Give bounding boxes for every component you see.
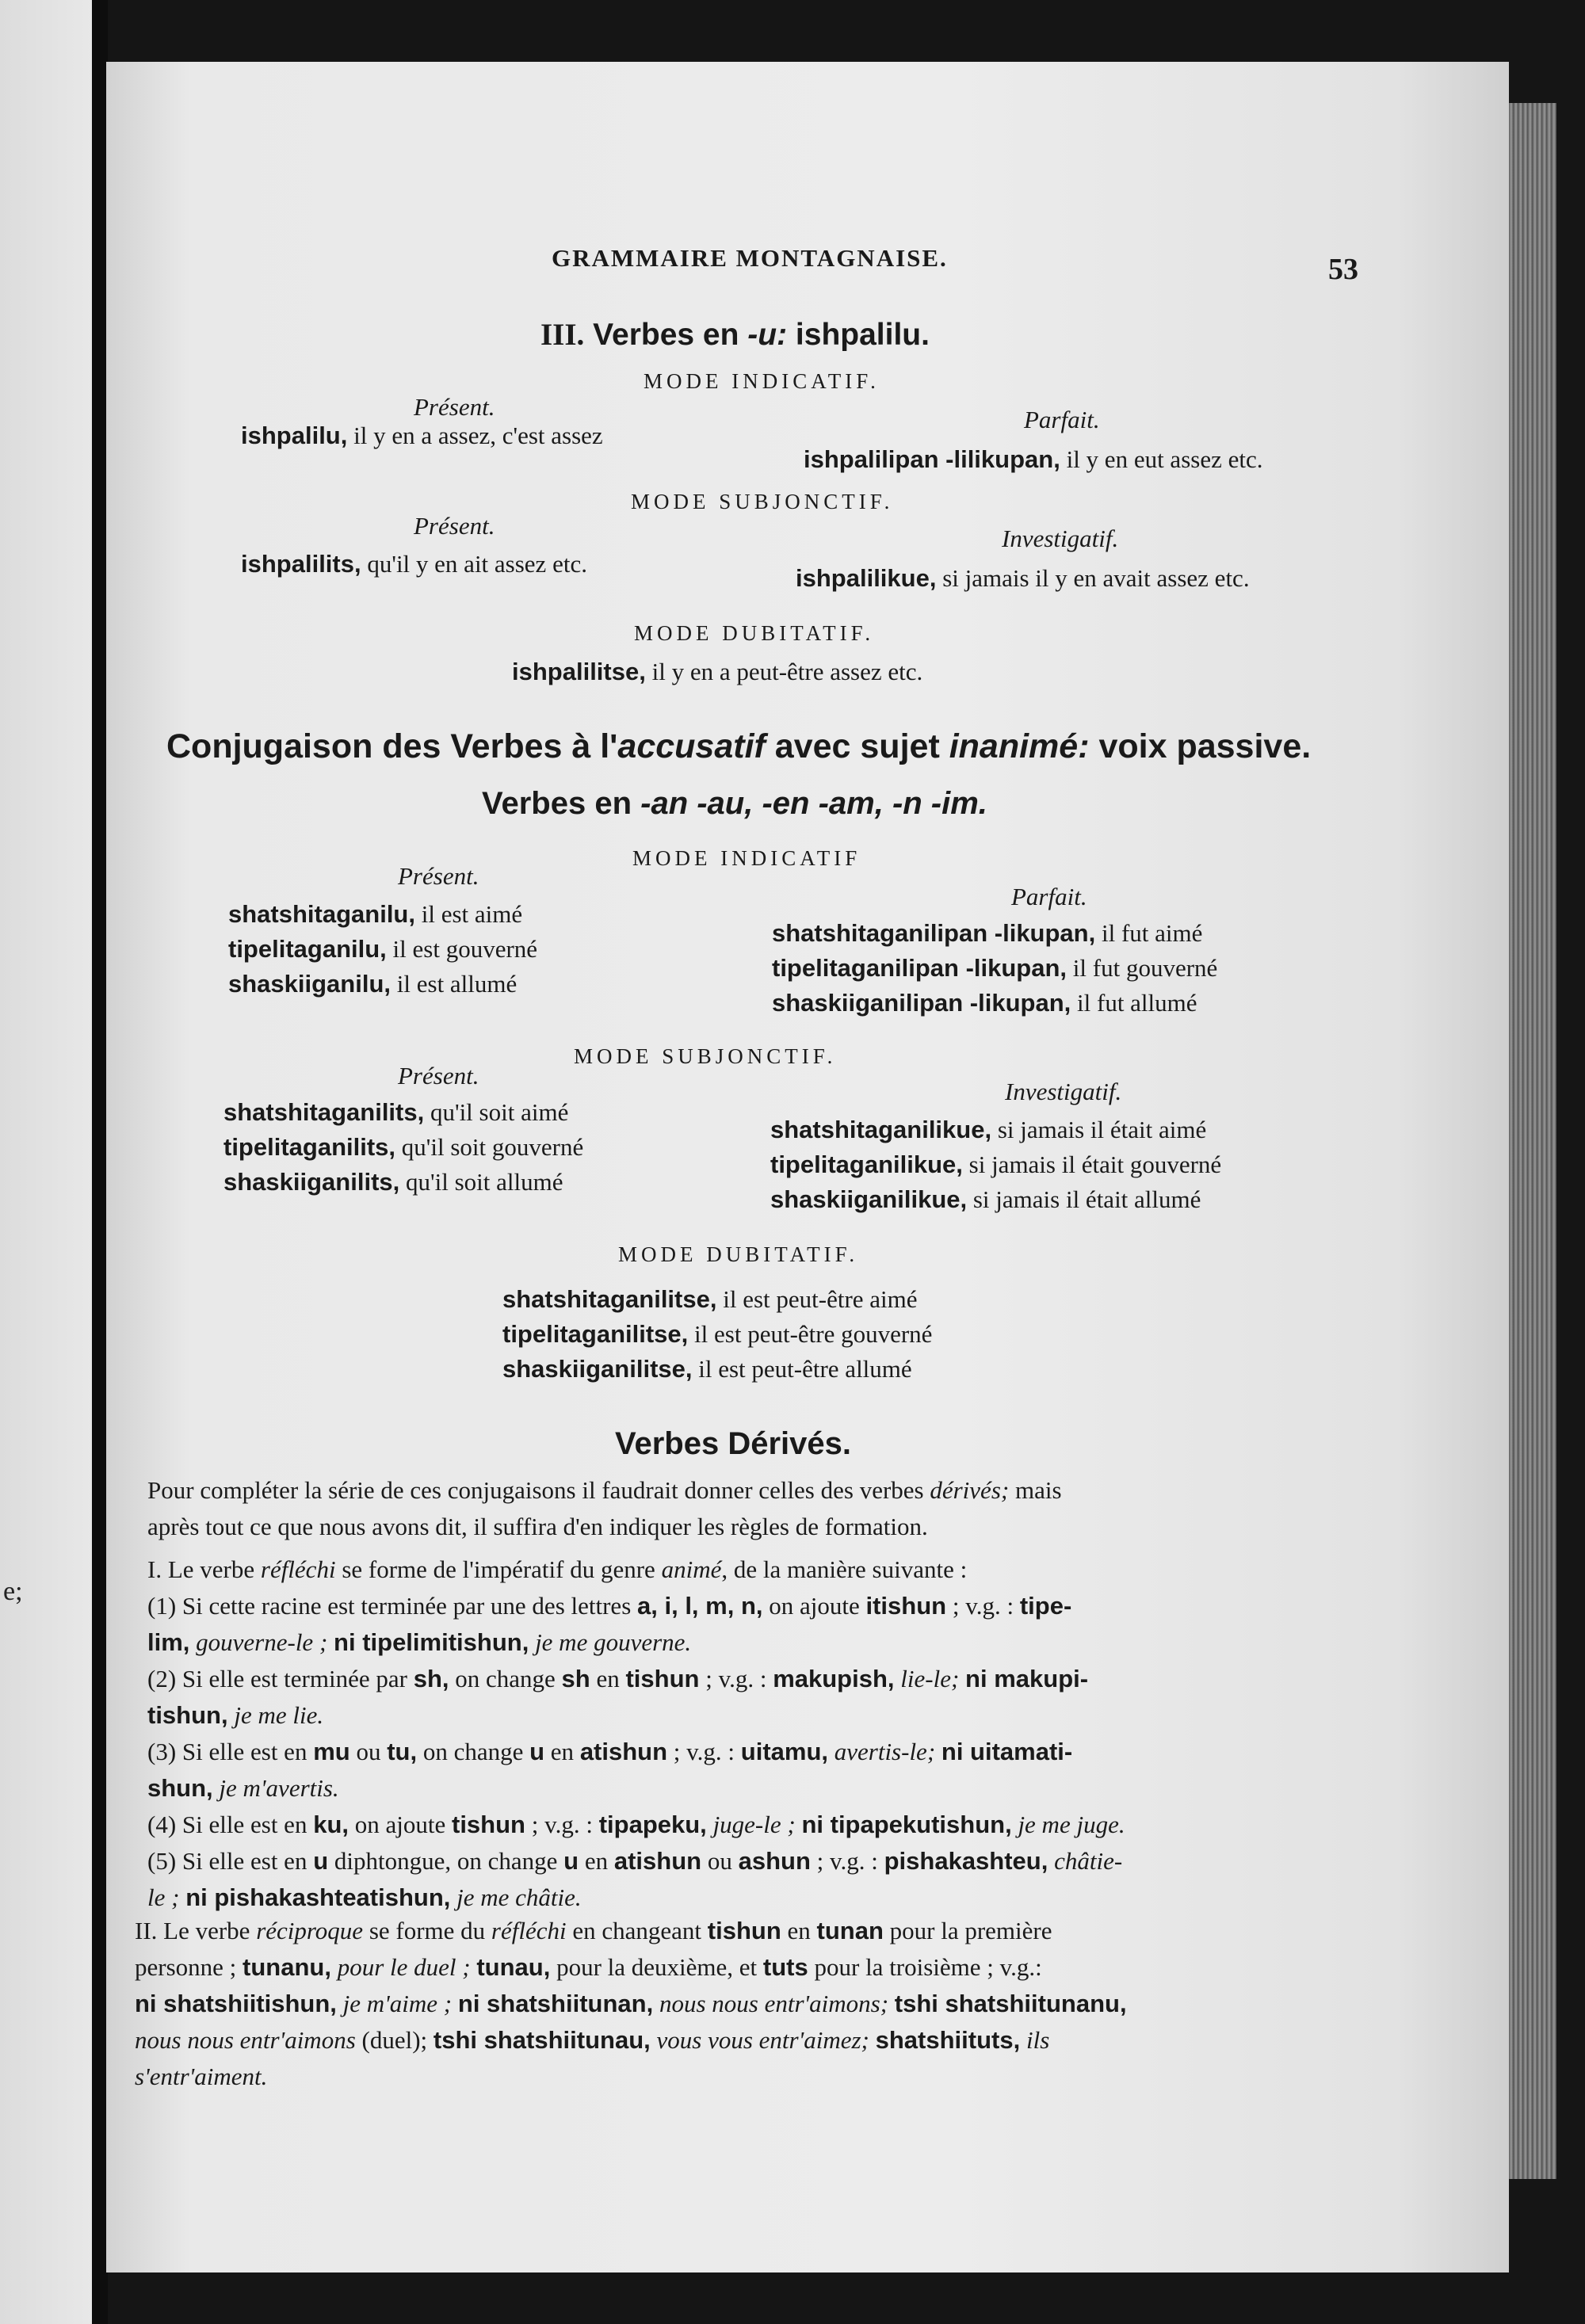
- passive-perfect-entry: shatshitaganilipan -likupan, il fut aimé: [772, 919, 1203, 947]
- passive-dubitative-list: [502, 1282, 932, 1387]
- section-title-ending: -u:: [747, 318, 788, 352]
- passive-sub-present-list: [223, 1095, 583, 1200]
- passive-perfect-entry: shaskiiganilipan -likupan, il fut allumé: [772, 989, 1197, 1017]
- passive-perfect-list: [772, 916, 1217, 1021]
- reciprocal-line: II. Le verbe réciproque se forme du réfléchi en changeant tishun en tunan pour la première: [135, 1917, 1052, 1944]
- passive-perfect-entry: tipelitaganilipan -likupan, il fut gouverné: [772, 954, 1218, 982]
- perfect-label: Parfait.: [1024, 406, 1100, 433]
- passive-dubitative-entry: shatshitaganilitse, il est peut-être aimé: [502, 1285, 918, 1313]
- passive-investigative-entry: tipelitaganilikue, si jamais il était gouverné: [770, 1151, 1222, 1178]
- reflexive-line: shun, je m'avertis.: [147, 1774, 339, 1802]
- passive-investigative-list: [770, 1112, 1221, 1217]
- reflexive-line: I. Le verbe réfléchi se forme de l'impératif du genre animé, de la manière suivante :: [147, 1555, 968, 1583]
- reflexive-line: (1) Si cette racine est terminée par une des lettres a, i, l, m, n, on ajoute itishun ; v.g. : tipe-: [147, 1592, 1072, 1620]
- passive-perfect-label: Parfait.: [1011, 883, 1087, 910]
- passive-mode-dubitatif-label: MODE DUBITATIF.: [618, 1242, 859, 1266]
- reflexive-line: (2) Si elle est terminée par sh, on change sh en tishun ; v.g. : makupish, lie-le; ni makupi-: [147, 1665, 1089, 1692]
- page-edges: [1509, 103, 1556, 2179]
- reflexive-line: le ; ni pishakashteatishun, je me châtie.: [147, 1883, 582, 1911]
- section-title: [540, 317, 930, 353]
- running-title: GRAMMAIRE MONTAGNAISE.: [552, 244, 948, 272]
- passive-investigative-entry: shatshitaganilikue, si jamais il était aimé: [770, 1116, 1207, 1143]
- reciprocal-rules: [135, 1913, 1127, 2095]
- facing-page-margin: [0, 0, 94, 2324]
- mode-subjonctif-label: MODE SUBJONCTIF.: [631, 490, 894, 513]
- section-number: III.: [540, 318, 585, 352]
- passive-sub-present-label: Présent.: [398, 1062, 479, 1089]
- reciprocal-line: ni shatshiitishun, je m'aime ; ni shatshiitunan, nous nous entr'aimons; tshi shatshiitunanu,: [135, 1990, 1127, 2017]
- passive-mode-indicatif-label: MODE INDICATIF: [632, 846, 861, 870]
- dubitative-entry: ishpalilitse, il y en a peut-être assez etc.: [512, 658, 923, 685]
- mode-indicatif-label: MODE INDICATIF.: [644, 369, 880, 393]
- intro-line: Pour compléter la série de ces conjugaisons il faudrait donner celles des verbes dérivés; mais: [147, 1476, 1062, 1504]
- passive-present-list: [228, 897, 537, 1002]
- investigative-entry: ishpalilikue, si jamais il y en avait assez etc.: [796, 564, 1250, 592]
- sub-present-entry: ishpalilits, qu'il y en ait assez etc.: [241, 550, 587, 578]
- passive-sub-present-entry: tipelitaganilits, qu'il soit gouverné: [223, 1133, 584, 1161]
- passive-dubitative-entry: shaskiiganilitse, il est peut-être allumé: [502, 1355, 912, 1383]
- derived-title: Verbes Dérivés.: [615, 1426, 851, 1461]
- passive-present-entry: tipelitaganilu, il est gouverné: [228, 935, 538, 963]
- margin-fragment: e;: [3, 1577, 23, 1606]
- book-page: [106, 62, 1509, 2272]
- derived-intro: [147, 1472, 1062, 1545]
- passive-mode-subjonctif-label: MODE SUBJONCTIF.: [574, 1044, 837, 1068]
- present-entry: ishpalilu, il y en a assez, c'est assez: [241, 422, 603, 449]
- reflexive-line: (4) Si elle est en ku, on ajoute tishun ; v.g. : tipapeku, juge-le ; ni tipapekutishun, je me juge.: [147, 1811, 1125, 1838]
- passive-investigative-label: Investigatif.: [1005, 1078, 1122, 1105]
- intro-line: après tout ce que nous avons dit, il suffira d'en indiquer les règles de formation.: [147, 1513, 928, 1540]
- reflexive-rules: [147, 1551, 1125, 1916]
- reflexive-line: (3) Si elle est en mu ou tu, on change u en atishun ; v.g. : uitamu, avertis-le; ni uitamati-: [147, 1738, 1073, 1765]
- present-label: Présent.: [414, 393, 495, 421]
- page-number: 53: [1328, 253, 1358, 286]
- passive-present-entry: shatshitaganilu, il est aimé: [228, 900, 523, 928]
- section-title-word: ishpalilu.: [795, 318, 930, 352]
- reflexive-line: tishun, je me lie.: [147, 1701, 324, 1729]
- mode-dubitatif-label: MODE DUBITATIF.: [634, 621, 875, 645]
- perfect-entry: ishpalilipan -lilikupan, il y en eut assez etc.: [804, 445, 1263, 473]
- reflexive-line: lim, gouverne-le ; ni tipelimitishun, je me gouverne.: [147, 1628, 692, 1656]
- passive-sub-present-entry: shaskiiganilits, qu'il soit allumé: [223, 1168, 563, 1196]
- book-gutter: [92, 0, 108, 2324]
- passive-present-entry: shaskiiganilu, il est allumé: [228, 970, 518, 998]
- passive-subtitle: Verbes en -an -au, -en -am, -n -im.: [482, 786, 987, 821]
- reciprocal-line: personne ; tunanu, pour le duel ; tunau, pour la deuxième, et tuts pour la troisième ; v.g.:: [135, 1953, 1042, 1981]
- reciprocal-line: nous nous entr'aimons (duel); tshi shatshiitunau, vous vous entr'aimez; shatshiituts, ils: [135, 2026, 1050, 2054]
- passive-sub-present-entry: shatshitaganilits, qu'il soit aimé: [223, 1098, 569, 1126]
- passive-present-label: Présent.: [398, 862, 479, 890]
- sub-present-label: Présent.: [414, 512, 495, 540]
- reciprocal-line: s'entr'aiment.: [135, 2063, 268, 2090]
- passive-title: Conjugaison des Verbes à l'accusatif avec sujet inanimé: voix passive.: [166, 727, 1312, 765]
- reflexive-line: (5) Si elle est en u diphtongue, on change u en atishun ou ashun ; v.g. : pishakashteu, châtie-: [147, 1847, 1123, 1875]
- investigative-label: Investigatif.: [1002, 525, 1119, 552]
- section-title-text: Verbes en: [593, 318, 748, 352]
- passive-investigative-entry: shaskiiganilikue, si jamais il était allumé: [770, 1185, 1201, 1213]
- passive-dubitative-entry: tipelitaganilitse, il est peut-être gouverné: [502, 1320, 933, 1348]
